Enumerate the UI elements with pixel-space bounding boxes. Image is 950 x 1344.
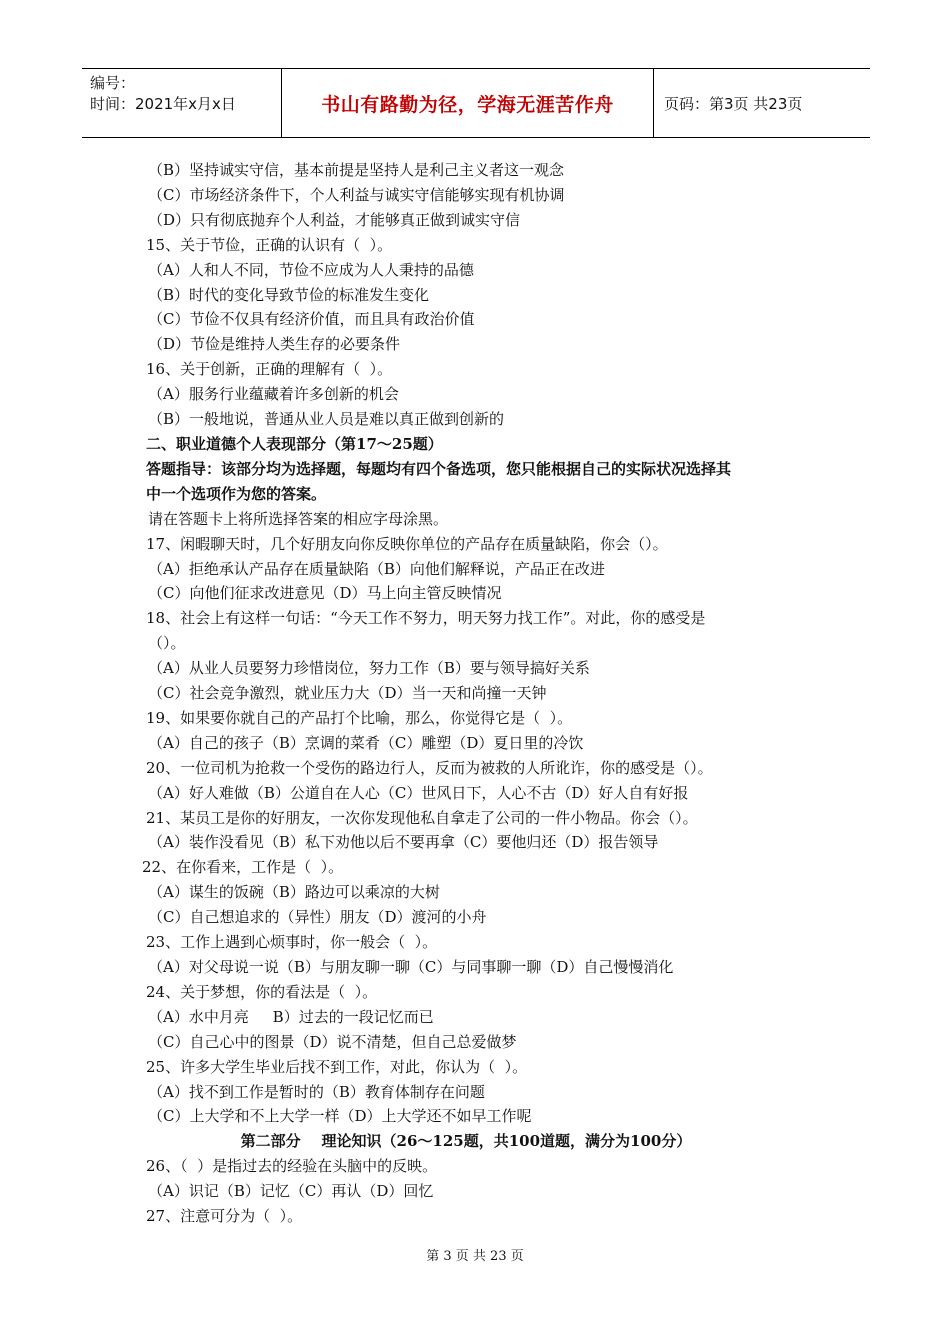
question-line: 19、如果要你就自己的产品打个比喻，那么，你觉得它是（ ）。 [146,708,573,727]
time-label: 时间：2021年x月x日 [90,95,236,113]
header-motto: 书山有路勤为径，学海无涯苦作舟 [282,69,654,137]
option-line: （A）找不到工作是暂时的（B）教育体制存在问题 [148,1082,485,1101]
option-line: （A）从业人员要努力珍惜岗位，努力工作（B）要与领导搞好关系 [148,659,590,678]
option-line: （A）谋生的饭碗（B）路边可以乘凉的大树 [148,883,440,902]
header-page-label: 页码：第3页 共23页 [664,94,803,113]
question-line: 20、一位司机为抢救一个受伤的路边行人，反而为被救的人所讹诈，你的感受是（）。 [146,758,713,777]
option-line: （A）自己的孩子（B）烹调的菜肴（C）雕塑（D）夏日里的冷饮 [148,733,584,752]
option-line: （B）坚持诚实守信，基本前提是坚持人是利己主义者这一观念 [148,161,565,179]
question-line: 17、闲暇聊天时，几个好朋友向你反映你单位的产品存在质量缺陷，你会（）。 [146,534,668,553]
question-line: 24、关于梦想，你的看法是（ ）。 [146,982,378,1001]
option-line: （C）社会竞争激烈，就业压力大（D）当一天和尚撞一天钟 [148,684,547,703]
option-line: （C）上大学和不上大学一样（D）上大学还不如早工作呢 [148,1107,532,1126]
question-line: 16、关于创新，正确的理解有（ ）。 [146,360,393,379]
section-heading-line: 答题指导：该部分均为选择题，每题均有四个备选项，您只能根据自己的实际状况选择其 [146,459,732,478]
page-header [82,68,870,138]
header-meta [82,69,282,137]
question-line: 23、工作上遇到心烦事时，你一般会（ ）。 [146,933,438,952]
question-line: 26、（ ）是指过去的经验在头脑中的反映。 [146,1157,438,1176]
option-line: （B）一般地说，普通从业人员是难以真正做到创新的 [148,410,505,429]
question-line: 22、在你看来，工作是（ ）。 [142,858,344,877]
option-line: （B）时代的变化导致节俭的标准发生变化 [148,285,430,304]
option-line: （A）识记（B）记忆（C）再认（D）回忆 [148,1182,434,1201]
option-line: （）。 [148,634,186,653]
option-line: （A）人和人不同，节俭不应成为人人秉持的品德 [148,260,474,279]
option-line: （A）拒绝承认产品存在质量缺陷（B）向他们解释说，产品正在改进 [148,559,605,578]
option-line: （A）水中月亮 B）过去的一段记忆而已 [148,1007,434,1026]
number-label: 编号： [90,74,136,92]
option-line: （A）服务行业蕴藏着许多创新的机会 [148,385,399,404]
option-line: （C）向他们征求改进意见（D）马上向主管反映情况 [148,584,502,603]
document-body [142,158,826,1229]
option-line: （D）只有彻底抛弃个人利益，才能够真正做到诚实守信 [148,210,521,229]
option-line: （D）节俭是维持人类生存的必要条件 [148,335,401,354]
question-line: 25、许多大学生毕业后找不到工作，对此，你认为（ ）。 [146,1057,528,1076]
option-line: （C）节俭不仅具有经济价值，而且具有政治价值 [148,310,475,329]
option-line: （A）好人难做（B）公道自在人心（C）世风日下，人心不古（D）好人自有好报 [148,783,689,802]
question-line: 15、关于节俭，正确的认识有（ ）。 [146,235,393,254]
question-line: 21、某员工是你的好朋友，一次你发现他私自拿走了公司的一件小物品。你会（）。 [146,808,698,827]
option-line: 请在答题卡上将所选择答案的相应字母涂黑。 [148,509,449,528]
question-line: 27、注意可分为（ ）。 [146,1207,303,1226]
option-line: （C）自己想追求的（异性）朋友（D）渡河的小舟 [148,908,487,927]
section-heading-line: 中一个选项作为您的答案。 [146,484,327,503]
question-line: 18、社会上有这样一句话：“今天工作不努力，明天努力找工作”。对此，你的感受是 [146,609,706,628]
section-heading-line: 二、职业道德个人表现部分（第17～25题） [146,434,443,453]
option-line: （C）市场经济条件下，个人利益与诚实守信能够实现有机协调 [148,185,565,204]
option-line: （C）自己心中的图景（D）说不清楚，但自己总爱做梦 [148,1032,517,1051]
option-line: （A）装作没看见（B）私下劝他以后不要再拿（C）要他归还（D）报告领导 [148,833,659,852]
page-footer: 第 3 页 共 23 页 [426,1249,524,1264]
option-line: （A）对父母说一说（B）与朋友聊一聊（C）与同事聊一聊（D）自己慢慢消化 [148,958,674,976]
part-heading: 第二部分 理论知识（26～125题，共100道题，满分为100分） [240,1132,692,1151]
